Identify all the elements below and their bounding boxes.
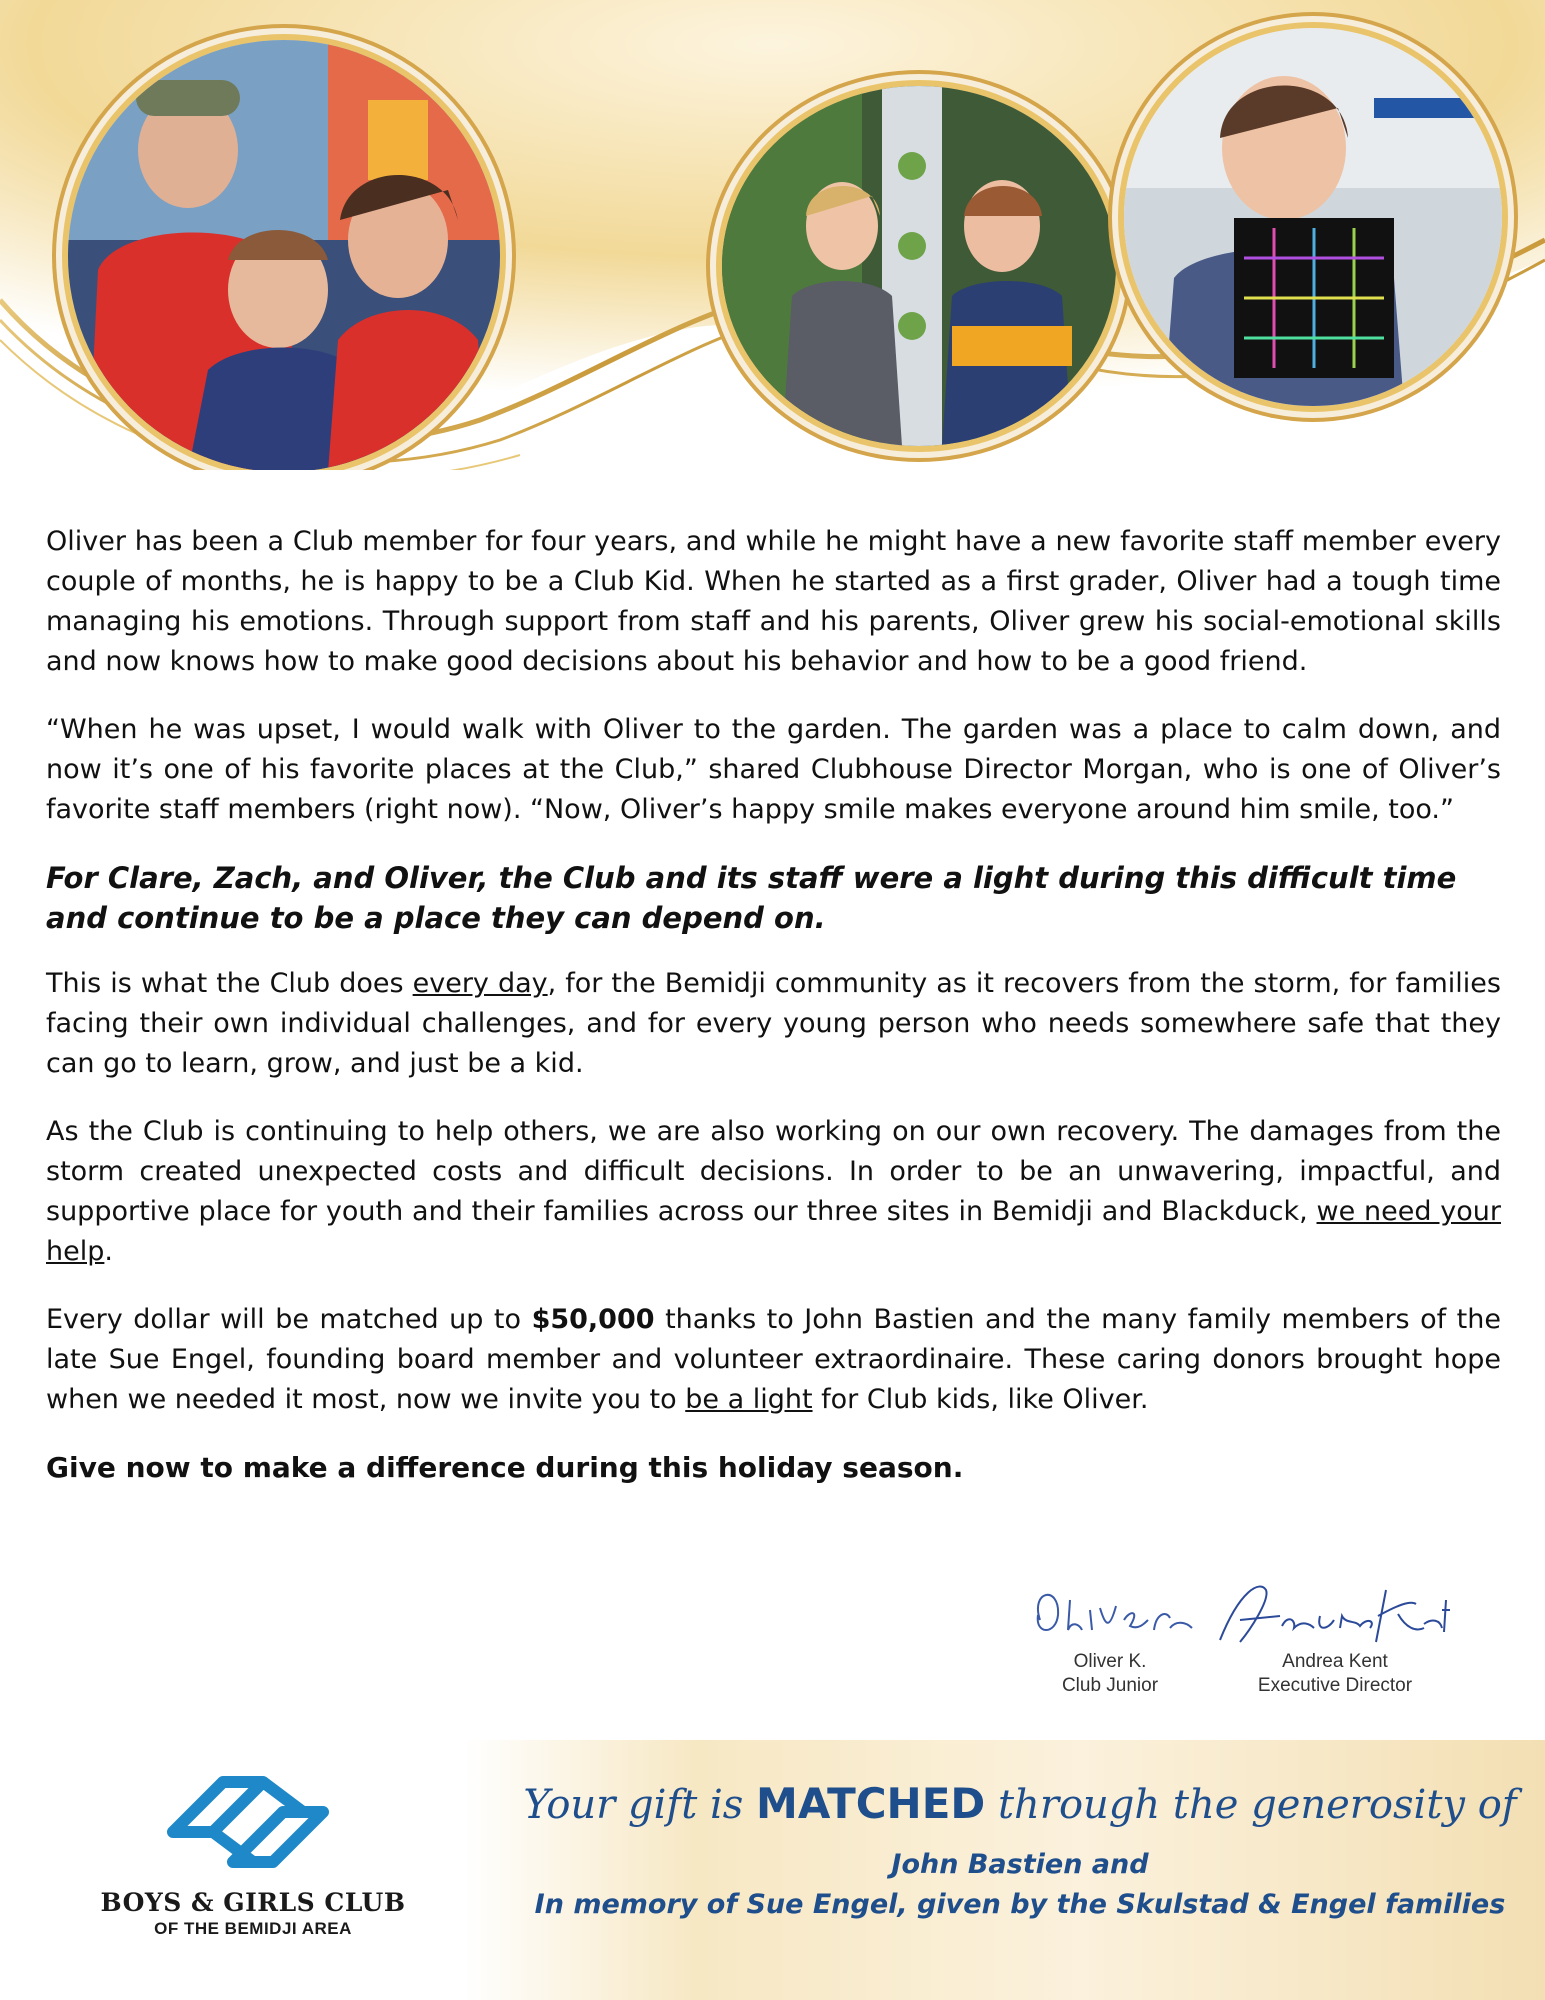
paragraph-recovery: As the Club is continuing to help others, we are also working on our own recovery. The damages from the storm created unexpected costs and difficult decisions. In order to be an unwavering, impactful, and supportive place for youth and their families across our three sites in Bemidji and Blackduck, we need your help.	[46, 1116, 1501, 1267]
call-to-action: Give now to make a difference during this holiday season.	[46, 1451, 964, 1484]
letter-body	[46, 522, 1501, 1516]
paragraph-quote: “When he was upset, I would walk with Oliver to the garden. The garden was a place to calm down, and now it’s one of his favorite places at the Club,” shared Clubhouse Director Morgan, who is one of Oliver’s favorite staff members (right now). “Now, Oliver’s happy smile makes everyone around him smile, too.”	[46, 714, 1501, 825]
logo-line-2: OF THE BEMIDJI AREA	[154, 1919, 352, 1938]
donor-line-2: In memory of Sue Engel, given by the Skulstad & Engel families	[534, 1889, 1506, 1920]
photo-header	[0, 0, 1545, 470]
paragraph-intro: Oliver has been a Club member for four years, and while he might have a new favorite staff member every couple of months, he is happy to be a Club Kid. When he started as a first grader, Oliver had a tough time managing his emotions. Through support from staff and his parents, Oliver grew his social-emotional skills and now knows how to make good decisions about his behavior and how to be a good friend.	[46, 526, 1501, 677]
matched-tagline: Your gift is MATCHED through the generosity of	[523, 1779, 1517, 1828]
matched-word: MATCHED	[756, 1779, 986, 1828]
pull-quote: For Clare, Zach, and Oliver, the Club and its staff were a light during this difficult time and continue to be a place they can depend on.	[46, 861, 1457, 935]
oliver-art-project-photo	[1124, 28, 1502, 406]
match-footer	[0, 1740, 1545, 2000]
be-a-light-emphasis: be a light	[685, 1384, 813, 1415]
matching-gift-message	[520, 1776, 1520, 1925]
signature-oliver	[1020, 1580, 1200, 1698]
staff-and-oliver-photo	[68, 40, 500, 470]
signer-title: Executive Director	[1257, 1675, 1413, 1696]
donor-line-1: John Bastien and	[891, 1849, 1149, 1880]
logo-line-1: BOYS & GIRLS CLUB	[100, 1888, 406, 1917]
need-help-emphasis: we need your help	[46, 1196, 1501, 1267]
garden-tower-kids-photo	[722, 86, 1116, 446]
signer-name: Oliver K.	[1073, 1651, 1147, 1672]
boys-girls-club-logo	[88, 1762, 418, 1939]
match-amount: $50,000	[531, 1304, 655, 1335]
signature-andrea	[1210, 1580, 1460, 1698]
paragraph-match: Every dollar will be matched up to $50,000 thanks to John Bastien and the many family members of the late Sue Engel, founding board member and volunteer extraordinaire. These caring donors brought hope when we needed it most, now we invite you to be a light for Club kids, like Oliver.	[46, 1304, 1501, 1415]
signer-title: Club Junior	[1061, 1675, 1159, 1696]
oliver-handwritten-signature	[1020, 1580, 1200, 1650]
andrea-handwritten-signature	[1210, 1580, 1460, 1650]
paragraph-every-day: This is what the Club does every day, for the Bemidji community as it recovers from the storm, for families facing their own individual challenges, and for every young person who needs somewhere safe that they can go to learn, grow, and just be a kid.	[46, 968, 1501, 1079]
handshake-logo-icon	[153, 1762, 353, 1882]
every-day-emphasis: every day	[412, 968, 548, 999]
signer-name: Andrea Kent	[1282, 1651, 1388, 1672]
